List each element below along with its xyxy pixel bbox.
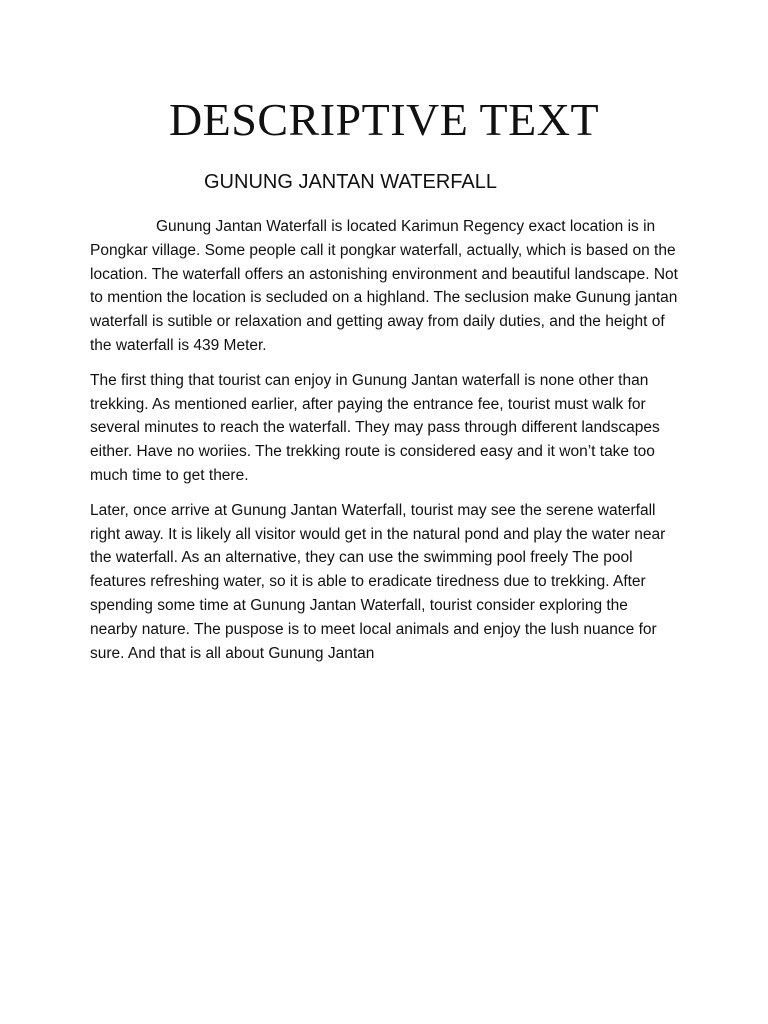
document-title: DESCRIPTIVE TEXT: [168, 94, 600, 145]
paragraph-1: Gunung Jantan Waterfall is located Karimun Regency exact location is in Pongkar village. Some people call it pongkar waterfall, actually, which is based on the location. The waterfall offers an astonishing environment and beautiful landscape. Not to mention the location is secluded on a highland. The seclusion make Gunung jantan waterfall is sutible or relaxation and getting away from daily duties, and the height of the waterfall is 439 Meter.: [90, 218, 678, 354]
paragraph-2: The first thing that tourist can enjoy in Gunung Jantan waterfall is none other than trekking. As mentioned earlier, after paying the entrance fee, tourist must walk for several minutes to reach the waterfall. They may pass through different landscapes either. Have no woriies. The trekking route is considered easy and it won’t take too much time to get there.: [90, 371, 660, 484]
paragraph-3: Later, once arrive at Gunung Jantan Waterfall, tourist may see the serene waterfall right away. It is likely all visitor would get in the natural pond and play the water near the waterfall. As an alternative, they can use the swimming pool freely The pool features refreshing water, so it is able to eradicate tiredness due to trekking. After spending some time at Gunung Jantan Waterfall, tourist consider exploring the nearby nature. The puspose is to meet local animals and enjoy the lush nuance for sure. And that is all about Gunung Jantan: [90, 501, 666, 662]
document-subtitle: GUNUNG JANTAN WATERFALL: [204, 171, 497, 193]
document-body: [90, 215, 678, 676]
